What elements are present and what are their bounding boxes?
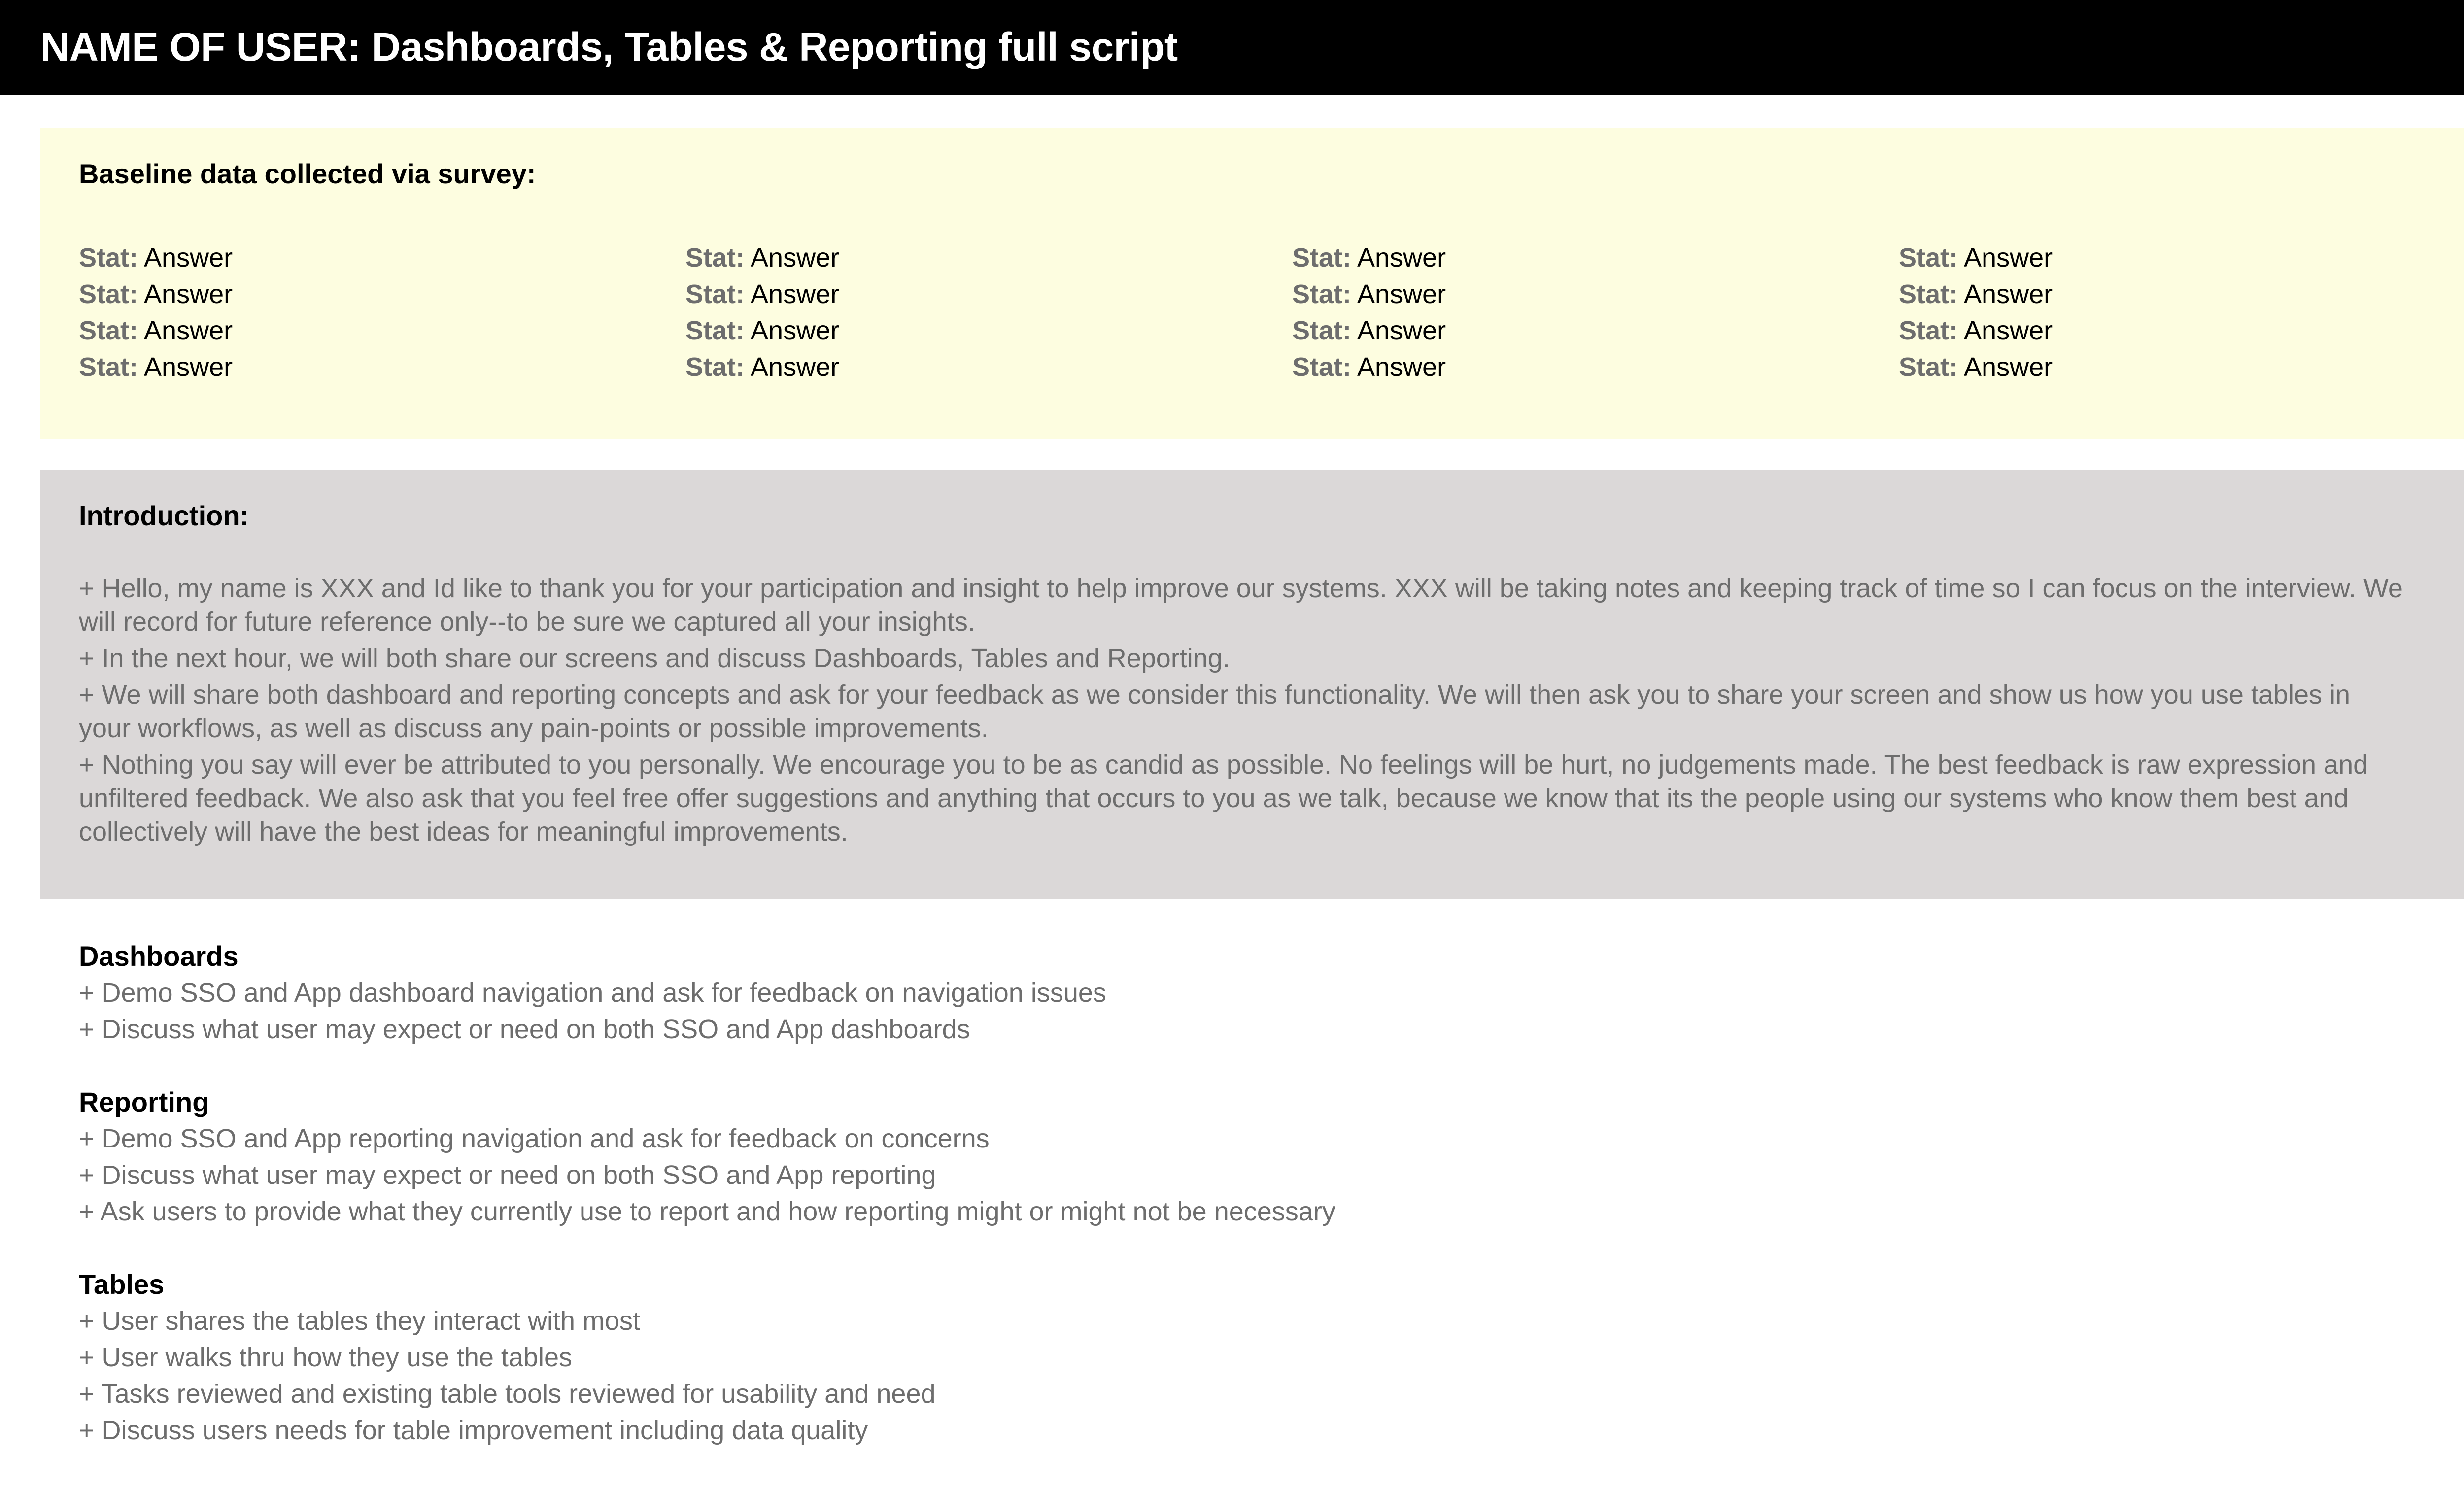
stat-item: [1292, 312, 1899, 349]
stat-value: Answer: [144, 243, 233, 272]
intro-paragraph: + Hello, my name is XXX and Id like to thank you for your participation and insight to help improve our systems. XXX will be taking notes and keeping track of time so I can focus on the interview. We will record for future reference only--to be sure we captured all your insights.: [79, 574, 2403, 637]
stat-item: [685, 349, 1292, 385]
intro-paragraph: + We will share both dashboard and reporting concepts and ask for your feedback as we consider this functionality. We will then ask you to share your screen and show us how you use tables in your workflows, as well as discuss any pain-points or possible improvements.: [79, 680, 2351, 743]
stat-item: [79, 276, 685, 312]
stat-label: Stat:: [1899, 316, 1958, 345]
list-item: + Tasks reviewed and existing table tools reviewed for usability and need: [79, 1379, 936, 1409]
list-item: + User shares the tables they interact with most: [79, 1306, 641, 1336]
stat-item: [1292, 349, 1899, 385]
baseline-panel: [40, 128, 2464, 439]
stat-value: Answer: [751, 316, 840, 345]
stat-label: Stat:: [685, 279, 745, 309]
stat-value: Answer: [751, 243, 840, 272]
stat-value: Answer: [1964, 352, 2053, 382]
stat-item: [1292, 276, 1899, 312]
stat-label: Stat:: [1292, 316, 1351, 345]
stat-label: Stat:: [685, 243, 745, 272]
dashboards-title: Dashboards: [79, 941, 239, 972]
stat-value: Answer: [144, 352, 233, 382]
reporting-title: Reporting: [79, 1086, 209, 1117]
stat-value: Answer: [751, 279, 840, 309]
introduction-heading: Introduction:: [79, 500, 249, 531]
stat-value: Answer: [1357, 279, 1446, 309]
list-item: + User walks thru how they use the tables: [79, 1343, 573, 1372]
stat-value: Answer: [1964, 243, 2053, 272]
stat-value: Answer: [144, 316, 233, 345]
stat-value: Answer: [1357, 243, 1446, 272]
stat-item: [1292, 239, 1899, 276]
stat-label: Stat:: [1292, 279, 1351, 309]
stat-label: Stat:: [79, 316, 138, 345]
stat-value: Answer: [1964, 316, 2053, 345]
stat-item: [79, 239, 685, 276]
tables-topic: [79, 1266, 2464, 1449]
stat-item: [685, 276, 1292, 312]
stat-item: [1899, 239, 2464, 276]
intro-paragraph: + Nothing you say will ever be attributed to you personally. We encourage you to be as candid as possible. No feelings will be hurt, no judgements made. The best feedback is raw expression and unfiltered feedback. We also ask that you feel free offer suggestions and anything that occurs to you as we talk, because we know that its the people using our systems who know them best and collectively will have the best ideas for meaningful improvements.: [79, 750, 2368, 846]
stat-label: Stat:: [1899, 279, 1958, 309]
stat-value: Answer: [1357, 352, 1446, 382]
list-item: + Demo SSO and App dashboard navigation and ask for feedback on navigation issues: [79, 978, 1106, 1008]
stat-label: Stat:: [79, 279, 138, 309]
stat-item: [79, 312, 685, 349]
stat-value: Answer: [1357, 316, 1446, 345]
stat-value: Answer: [144, 279, 233, 309]
dashboards-topic: [79, 938, 2464, 1047]
stat-label: Stat:: [685, 352, 745, 382]
stat-item: [1899, 349, 2464, 385]
list-item: + Discuss users needs for table improvement including data quality: [79, 1416, 868, 1445]
reporting-topic: [79, 1084, 2464, 1230]
stat-item: [1899, 312, 2464, 349]
topics-section: [79, 938, 2464, 1485]
stat-label: Stat:: [685, 316, 745, 345]
stat-label: Stat:: [1292, 352, 1351, 382]
stat-label: Stat:: [79, 352, 138, 382]
intro-paragraph: + In the next hour, we will both share our screens and discuss Dashboards, Tables and Reporting.: [79, 643, 1230, 673]
stat-label: Stat:: [1292, 243, 1351, 272]
stat-value: Answer: [1964, 279, 2053, 309]
page-title: NAME OF USER: Dashboards, Tables & Reporting full script: [40, 25, 1178, 69]
stat-value: Answer: [751, 352, 840, 382]
stat-label: Stat:: [1899, 352, 1958, 382]
stat-item: [1899, 276, 2464, 312]
list-item: + Discuss what user may expect or need on both SSO and App reporting: [79, 1160, 936, 1190]
stat-label: Stat:: [79, 243, 138, 272]
stat-item: [79, 349, 685, 385]
list-item: + Discuss what user may expect or need on both SSO and App dashboards: [79, 1014, 970, 1044]
list-item: + Ask users to provide what they currently use to report and how reporting might or might not be necessary: [79, 1197, 1335, 1226]
stat-label: Stat:: [1899, 243, 1958, 272]
baseline-heading: Baseline data collected via survey:: [79, 158, 536, 189]
header-bar: [0, 0, 2464, 95]
introduction-body: [79, 572, 2405, 851]
stat-item: [685, 312, 1292, 349]
tables-title: Tables: [79, 1269, 165, 1300]
introduction-panel: [40, 470, 2464, 899]
list-item: + Demo SSO and App reporting navigation and ask for feedback on concerns: [79, 1124, 990, 1153]
stat-item: [685, 239, 1292, 276]
stats-grid: [79, 239, 2464, 385]
